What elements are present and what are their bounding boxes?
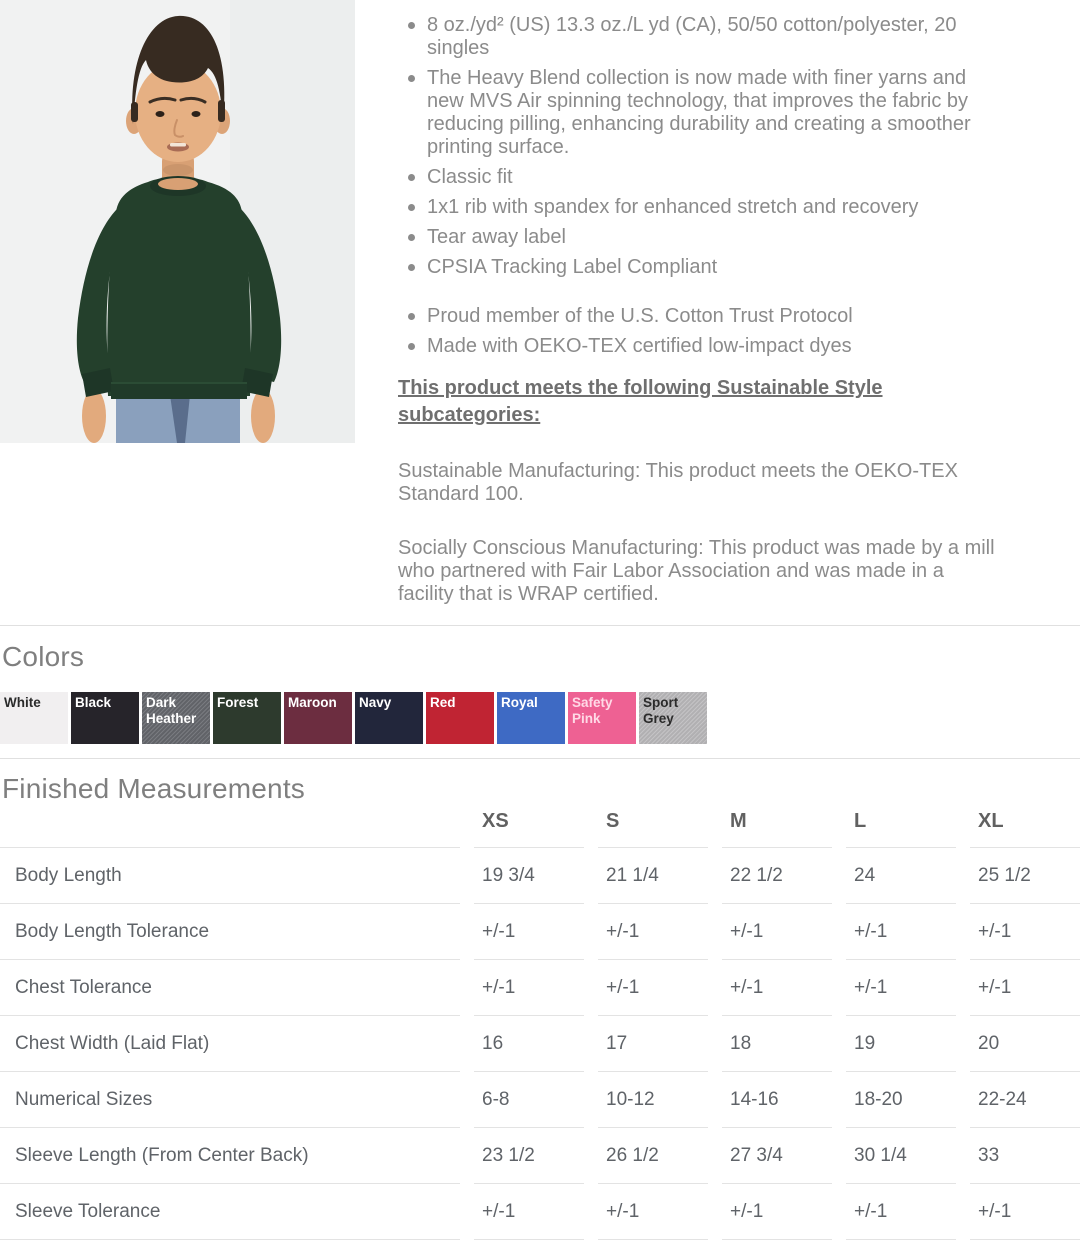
measurement-value: 21 1/4 — [598, 847, 708, 903]
feature-item: CPSIA Tracking Label Compliant — [427, 256, 998, 279]
measurement-value: 6-8 — [474, 1071, 584, 1127]
size-column-header: XL — [978, 810, 1004, 832]
color-swatch[interactable]: White — [0, 692, 68, 744]
measurement-value: 18-20 — [846, 1071, 956, 1127]
measurement-value: +/-1 — [970, 959, 1080, 1015]
measurement-label: Sleeve Tolerance — [0, 1183, 460, 1240]
measurement-value: 16 — [474, 1015, 584, 1071]
color-swatch[interactable]: Red — [426, 692, 494, 744]
measurement-value: 22-24 — [970, 1071, 1080, 1127]
measurement-label: Chest Tolerance — [0, 959, 460, 1015]
measurement-row — [0, 1071, 1080, 1127]
measurements-section-title: Finished Measurements — [2, 773, 305, 804]
color-swatch[interactable]: Forest — [213, 692, 281, 744]
measurement-label: Body Length — [0, 847, 460, 903]
sustainability-paragraph: Socially Conscious Manufacturing: This product was made by a mill who partnered with Fair Labor Association and was made in a facility that is WRAP certified. — [398, 537, 995, 605]
measurement-value: 14-16 — [722, 1071, 832, 1127]
colors-section-title: Colors — [2, 641, 85, 672]
measurement-value: +/-1 — [598, 903, 708, 959]
measurement-label: Numerical Sizes — [0, 1071, 460, 1127]
measurements-table-wrap — [0, 806, 1080, 1240]
measurement-value: +/-1 — [474, 1183, 584, 1240]
measurement-value: +/-1 — [598, 959, 708, 1015]
measurement-row — [0, 847, 1080, 903]
color-swatches — [0, 692, 707, 744]
feature-list-primary — [398, 14, 998, 279]
measurement-value: +/-1 — [970, 903, 1080, 959]
color-swatch[interactable]: Navy — [355, 692, 423, 744]
measurement-label-header — [0, 806, 460, 847]
child-model-illustration — [0, 0, 355, 443]
feature-item: 1x1 rib with spandex for enhanced stretch and recovery — [427, 196, 998, 219]
measurement-value: 33 — [970, 1127, 1080, 1183]
measurement-value: 20 — [970, 1015, 1080, 1071]
size-column-header: XS — [482, 810, 509, 832]
measurement-value: 26 1/2 — [598, 1127, 708, 1183]
measurement-value: 25 1/2 — [970, 847, 1080, 903]
feature-item: Classic fit — [427, 166, 998, 189]
size-column-header: S — [606, 810, 620, 832]
size-header-row — [0, 806, 1080, 847]
measurement-label: Body Length Tolerance — [0, 903, 460, 959]
measurement-value: 24 — [846, 847, 956, 903]
color-swatch[interactable]: Sport Grey — [639, 692, 707, 744]
measurement-value: +/-1 — [846, 959, 956, 1015]
measurement-value: +/-1 — [474, 959, 584, 1015]
measurement-label: Chest Width (Laid Flat) — [0, 1015, 460, 1071]
measurements-table — [0, 806, 1080, 1240]
sustainable-style-heading: This product meets the following Sustainable Style subcategories: — [398, 377, 883, 426]
measurement-row — [0, 1183, 1080, 1240]
feature-item: Proud member of the U.S. Cotton Trust Protocol — [427, 305, 998, 328]
feature-list-secondary — [398, 305, 998, 358]
measurement-value: +/-1 — [970, 1183, 1080, 1240]
color-swatch[interactable]: Maroon — [284, 692, 352, 744]
measurement-row — [0, 959, 1080, 1015]
color-swatch[interactable]: Dark Heather — [142, 692, 210, 744]
size-column-header: L — [854, 810, 867, 832]
color-swatch[interactable]: Safety Pink — [568, 692, 636, 744]
measurement-value: +/-1 — [722, 959, 832, 1015]
sustainability-paragraphs — [398, 460, 998, 606]
measurement-value: 22 1/2 — [722, 847, 832, 903]
sustainability-paragraph: Sustainable Manufacturing: This product meets the OEKO-TEX Standard 100. — [398, 460, 958, 505]
feature-item: Made with OEKO-TEX certified low-impact dyes — [427, 335, 998, 358]
measurement-value: +/-1 — [846, 1183, 956, 1240]
measurement-value: 30 1/4 — [846, 1127, 956, 1183]
measurement-value: +/-1 — [474, 903, 584, 959]
measurement-row — [0, 1127, 1080, 1183]
measurements-body — [0, 847, 1080, 1240]
measurement-value: 18 — [722, 1015, 832, 1071]
colors-divider — [0, 625, 1080, 626]
measurements-divider — [0, 758, 1080, 759]
product-details — [398, 14, 998, 606]
product-photo — [0, 0, 355, 443]
feature-item: 8 oz./yd² (US) 13.3 oz./L yd (CA), 50/50 cotton/polyester, 20 singles — [427, 14, 998, 60]
measurement-row — [0, 1015, 1080, 1071]
measurement-value: 19 3/4 — [474, 847, 584, 903]
measurement-value: 27 3/4 — [722, 1127, 832, 1183]
measurement-value: 10-12 — [598, 1071, 708, 1127]
feature-item: The Heavy Blend collection is now made with finer yarns and new MVS Air spinning technology, that improves the fabric by reducing pilling, enhancing durability and creating a smoother printing surface. — [427, 67, 998, 159]
measurement-value: 17 — [598, 1015, 708, 1071]
measurement-value: 19 — [846, 1015, 956, 1071]
feature-item: Tear away label — [427, 226, 998, 249]
hand-right — [251, 389, 275, 443]
measurement-value: +/-1 — [598, 1183, 708, 1240]
measurement-value: 23 1/2 — [474, 1127, 584, 1183]
size-column-header: M — [730, 810, 747, 832]
measurement-label: Sleeve Length (From Center Back) — [0, 1127, 460, 1183]
measurement-row — [0, 903, 1080, 959]
measurement-value: +/-1 — [722, 1183, 832, 1240]
hand-left — [82, 389, 106, 443]
measurement-value: +/-1 — [722, 903, 832, 959]
measurement-value: +/-1 — [846, 903, 956, 959]
color-swatch[interactable]: Black — [71, 692, 139, 744]
color-swatch[interactable]: Royal — [497, 692, 565, 744]
